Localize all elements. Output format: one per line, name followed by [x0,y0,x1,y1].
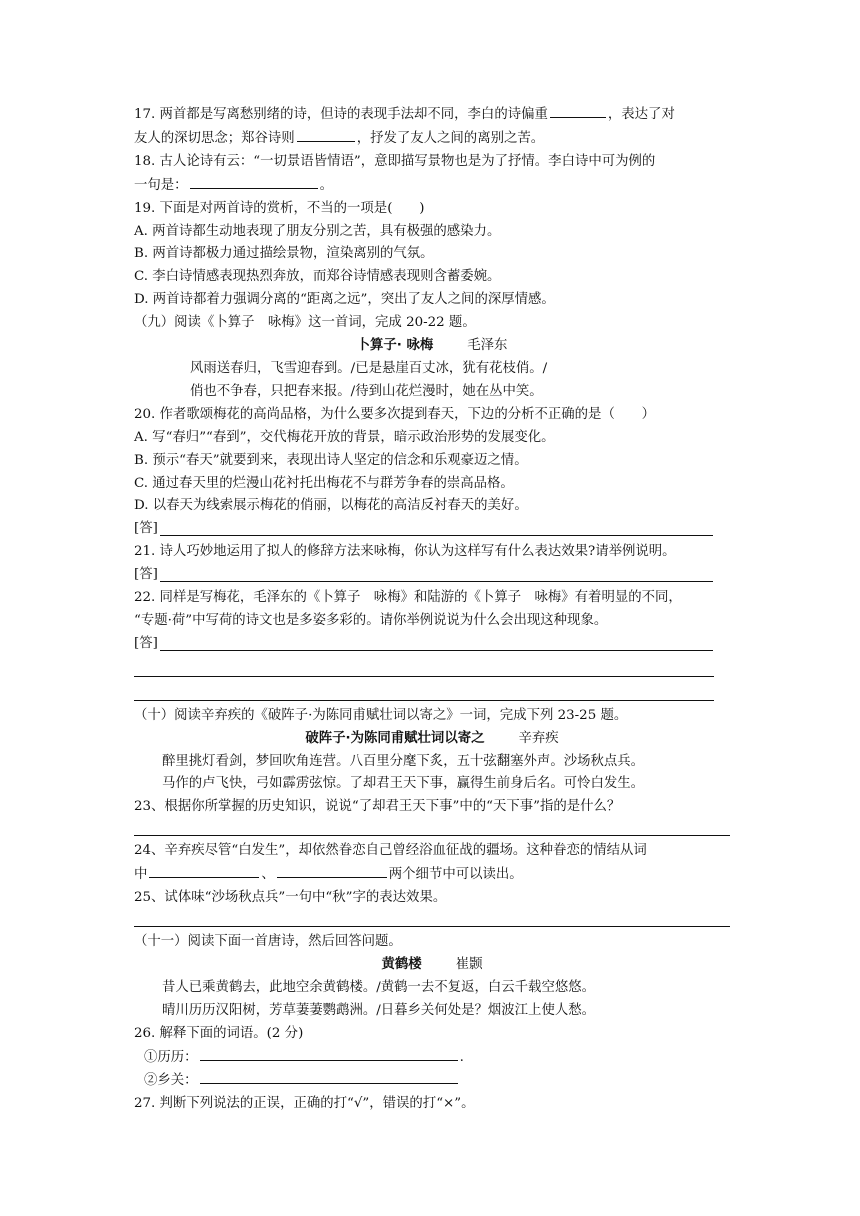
sec11-poem-author: 崔颢 [455,956,483,972]
q22-answer-line-1[interactable]: [答] [134,633,730,656]
q20-option-c: C. 通过春天里的烂漫山花衬托出梅花不与群芳争春的崇高品格。 [134,475,514,491]
q22-line-2: “专题·荷”中写荷的诗文也是多姿多彩的。请你举例说说为什么会出现这种现象。 [134,612,608,628]
sec11-poem-title: 黄鹤楼 [381,956,422,972]
q18-blank[interactable] [190,174,318,189]
q26-item-2: ②乡关： [134,1069,730,1093]
q20-option-b: B. 预示“春天”就要到来，表现出诗人坚定的信念和乐观豪迈之情。 [134,452,528,468]
q24-line-1: 24、辛弃疾尽管“白发生”，却依然眷恋自己曾经浴血征战的疆场。这种眷恋的情结从词 [134,843,647,859]
q20-stem: 20. 作者歌颂梅花的高尚品格，为什么要多次提到春天，下边的分析不正确的是（ ） [134,406,656,422]
q24-line-2: 中 、 两个细节中可以读出。 [134,863,730,887]
q19-option-c: C. 李白诗情感表现热烈奔放，而郑谷诗情感表现则含蓄委婉。 [134,269,501,285]
q20-option-a: A. 写“春归”“春到”，交代梅花开放的背景，暗示政治形势的发展变化。 [134,429,555,445]
q19-option-d: D. 两首诗都着力强调分离的“距离之远”，突出了友人之间的深厚情感。 [134,292,555,308]
q21-stem: 21. 诗人巧妙地运用了拟人的修辞方法来咏梅，你认为这样写有什么表达效果?请举例说明。 [134,544,676,560]
sec9-poem-title: 卜算子· 咏梅 [356,338,434,354]
q25-answer-line[interactable] [134,912,730,927]
sec9-poem-author: 毛泽东 [467,338,508,354]
q22-answer-line-3[interactable] [134,686,714,701]
q26-stem: 26. 解释下面的词语。(2 分) [134,1025,304,1041]
sec11-poem-heading [134,954,730,977]
sec10-poem-line-1: 醉里挑灯看剑，梦回吹角连营。八百里分麾下炙，五十弦翻塞外声。沙场秋点兵。 [162,753,645,769]
sec10-poem-heading [134,728,730,751]
sec9-poem-heading [134,335,730,358]
sec9-poem-line-1: 风雨送春归，飞雪迎春到。/已是悬崖百丈冰，犹有花枝俏。/ [190,360,548,376]
q21-answer-line[interactable]: [答] [134,564,730,587]
sec10-intro: （十）阅读辛弃疾的《破阵子·为陈同甫赋壮词以寄之》一词，完成下列 23-25 题。 [134,707,628,723]
q17-line-1: 17. 两首都是写离愁别绪的诗，但诗的表现手法却不同，李白的诗偏重 ，表达了对 [134,103,730,127]
q26-blank-2[interactable] [200,1069,458,1084]
q20-option-d: D. 以春天为线索展示梅花的俏丽，以梅花的高洁反衬春天的美好。 [134,498,528,514]
sec10-poem-author: 辛弃疾 [518,730,559,746]
q22-line-1: 22. 同样是写梅花，毛泽东的《卜算子 咏梅》和陆游的《卜算子 咏梅》有着明显的不同， [134,590,682,606]
q26-blank-1[interactable] [200,1046,458,1061]
sec9-intro: （九）阅读《卜算子 咏梅》这一首词，完成 20-22 题。 [134,315,476,331]
q24-blank-2[interactable] [277,863,387,878]
sec11-poem-line-1: 昔人已乘黄鹤去，此地空余黄鹤楼。/黄鹤一去不复返，白云千载空悠悠。 [162,979,596,995]
q17-blank-2[interactable] [297,127,355,142]
sec9-poem-line-2: 俏也不争春，只把春来报。/待到山花烂漫时，她在丛中笑。 [190,383,543,399]
q18-line-2: 一句是： 。 [134,174,730,198]
q27-stem: 27. 判断下列说法的正误，正确的打“√”，错误的打“×”。 [134,1096,475,1112]
sec11-poem-line-2: 晴川历历汉阳树，芳草萋萋鹦鹉洲。/日暮乡关何处是？烟波江上使人愁。 [162,1002,596,1018]
q22-answer-line-2[interactable] [134,662,714,677]
q23-answer-line[interactable] [134,821,730,836]
q23-stem: 23、根据你所掌握的历史知识，说说“了却君王天下事”中的“天下事”指的是什么？ [134,799,621,815]
q20-answer-line[interactable]: [答] [134,518,730,541]
q19-stem: 19. 下面是对两首诗的赏析，不当的一项是( ) [134,200,425,216]
document-page [134,103,730,1116]
sec11-intro: （十一）阅读下面一首唐诗，然后回答问题。 [134,934,402,949]
sec10-poem-line-2: 马作的卢飞快，弓如霹雳弦惊。了却君王天下事，赢得生前身后名。可怜白发生。 [162,776,645,792]
q19-option-b: B. 两首诗都极力通过描绘景物，渲染离别的气氛。 [134,246,434,262]
q17-line-2: 友人的深切思念；郑谷诗则 ，抒发了友人之间的离别之苦。 [134,127,730,151]
q17-blank-1[interactable] [550,103,606,118]
q25-stem: 25、试体味“沙场秋点兵”一句中“秋”字的表达效果。 [134,890,447,906]
q24-blank-1[interactable] [149,863,259,878]
q18-line-1: 18. 古人论诗有云：“一切景语皆情语”，意即描写景物也是为了抒情。李白诗中可为例的 [134,153,656,169]
q26-item-1: ①历历： . [134,1046,730,1070]
q19-option-a: A. 两首诗都生动地表现了朋友分别之苦，具有极强的感染力。 [134,223,501,239]
sec10-poem-title: 破阵子·为陈同甫赋壮词以寄之 [305,730,485,746]
